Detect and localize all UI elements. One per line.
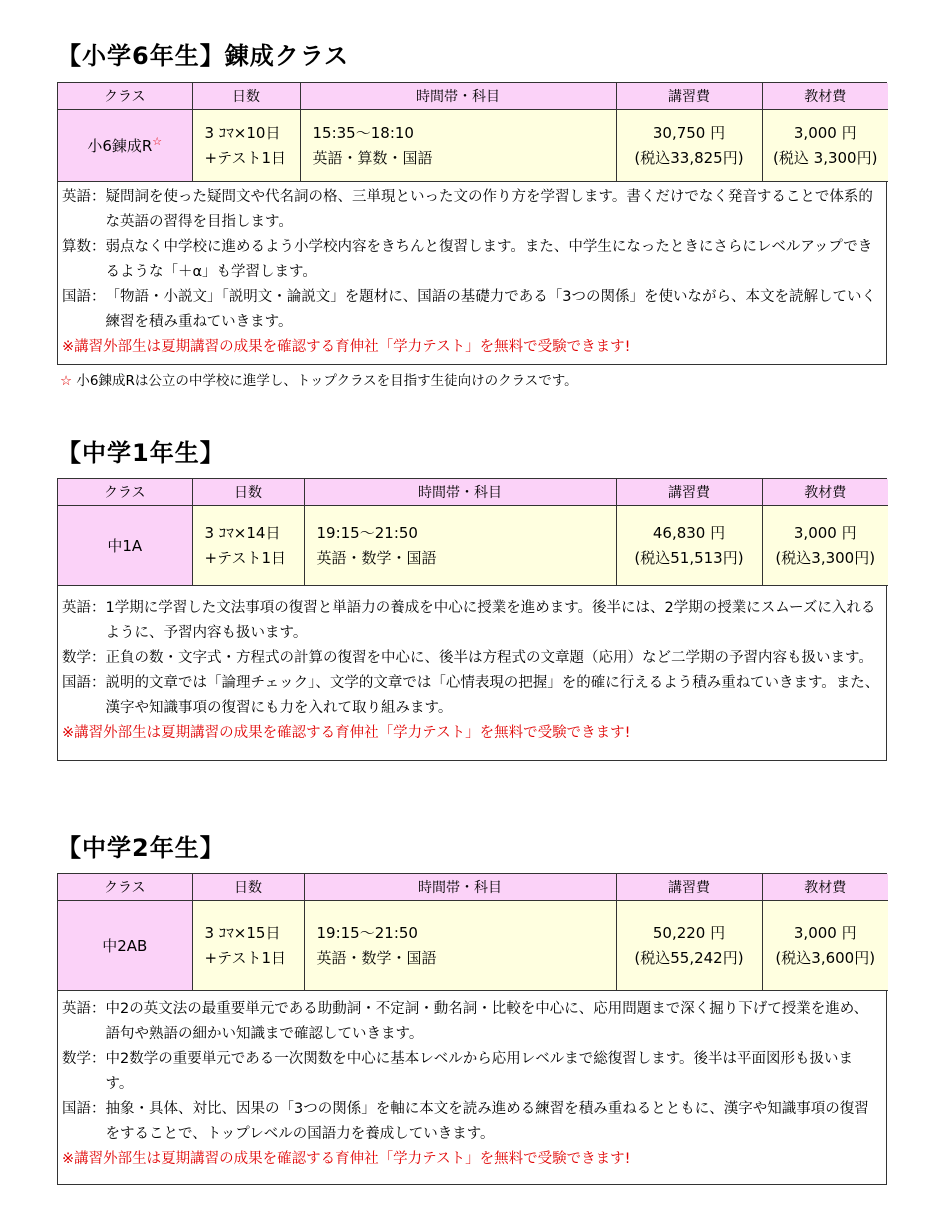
fee-cell (616, 506, 762, 586)
header-materials: 教材費 (762, 479, 888, 506)
description-math (62, 235, 880, 285)
header-class: クラス (58, 83, 192, 110)
days-line1: 3 ｺﾏ×15日 (204, 923, 281, 942)
course-box (57, 873, 887, 1185)
fee-table (58, 479, 888, 586)
days-cell (192, 110, 300, 182)
table-header-row (58, 83, 888, 110)
description-label: 英語： (62, 1001, 106, 1017)
description-text: 「物語・小説文」「説明文・論説文」を題材に、国語の基礎力である「3つの関係」を使いながら、本文を読解していく練習を積み重ねていきます。 (105, 289, 876, 330)
course-description (58, 586, 886, 760)
materials-amount: 3,000 円 (793, 923, 857, 942)
days-line2: +テスト1日 (204, 148, 287, 167)
course-box (57, 478, 887, 761)
time-range: 19:15～21:50 (316, 923, 418, 942)
course-description (58, 991, 886, 1184)
external-student-note: ※講習外部生は夏期講習の成果を確認する育伸社「学力テスト」を無料で受験できます! (62, 1151, 631, 1167)
description-text: 説明的文章では「論理チェック」、文学的文章では「心情表現の把握」を的確に行えるよう積み重ねていきます。また、漢字や知識事項の復習にも力を入れて取り組みます。 (105, 675, 880, 716)
table-row (58, 110, 888, 182)
time-cell (304, 506, 616, 586)
class-name: 中1A (107, 537, 143, 555)
description-label: 算数： (62, 239, 106, 255)
external-student-note: ※講習外部生は夏期講習の成果を確認する育伸社「学力テスト」を無料で受験できます! (62, 725, 631, 741)
description-label: 数学： (62, 650, 106, 666)
description-text: 1学期に学習した文法事項の復習と単語力の養成を中心に授業を進めます。後半には、2学期の授業にスムーズに入れるように、予習内容も扱います。 (105, 600, 876, 641)
materials-cell (762, 901, 888, 991)
fee-cell (616, 110, 762, 182)
materials-tax: (税込3,600円) (775, 948, 876, 967)
description-text: 弱点なく中学校に進めるよう小学校内容をきちんと復習します。また、中学生になったときにさらにレベルアップできるような「＋α」も学習します。 (105, 239, 873, 280)
description-text: 中2数学の重要単元である一次関数を中心に基本レベルから応用レベルまで総復習します。後半は平面図形も扱います。 (105, 1051, 854, 1092)
description-japanese (62, 285, 880, 335)
external-student-note: ※講習外部生は夏期講習の成果を確認する育伸社「学力テスト」を無料で受験できます! (62, 339, 631, 355)
description-math (62, 1047, 880, 1097)
time-cell (304, 901, 616, 991)
table-header-row (58, 874, 888, 901)
description-english (62, 997, 880, 1047)
days-line1: 3 ｺﾏ×10日 (204, 123, 281, 142)
materials-amount: 3,000 円 (793, 523, 857, 542)
description-label: 国語： (62, 675, 106, 691)
course-description (58, 182, 886, 364)
fee-amount: 46,830 円 (652, 523, 726, 542)
materials-tax: (税込 3,300円) (773, 148, 878, 167)
description-japanese (62, 671, 880, 721)
header-fee: 講習費 (616, 874, 762, 901)
header-class: クラス (58, 479, 192, 506)
fee-tax: (税込33,825円) (634, 148, 744, 167)
fee-tax: (税込51,513円) (634, 548, 744, 567)
time-range: 15:35～18:10 (312, 123, 414, 142)
fee-amount: 50,220 円 (652, 923, 726, 942)
table-header-row (58, 479, 888, 506)
fee-table (58, 83, 888, 182)
header-time: 時間帯・科目 (304, 479, 616, 506)
section-title: 【中学2年生】 (57, 834, 225, 862)
header-days: 日数 (192, 83, 300, 110)
class-name-cell (58, 901, 192, 991)
class-name-cell (58, 110, 192, 182)
header-days: 日数 (192, 874, 304, 901)
description-label: 数学： (62, 1051, 106, 1067)
description-text: 中2の英文法の最重要単元である助動詞・不定詞・動名詞・比較を中心に、応用問題まで深く掘り下げて授業を進め、語句や熟語の細かい知識まで確認していきます。 (105, 1001, 869, 1042)
star-icon: ☆ (60, 373, 73, 389)
days-line1: 3 ｺﾏ×14日 (204, 523, 281, 542)
header-materials: 教材費 (762, 874, 888, 901)
time-range: 19:15～21:50 (316, 523, 418, 542)
course-box (57, 82, 887, 365)
materials-cell (762, 506, 888, 586)
class-name-cell (58, 506, 192, 586)
subjects: 英語・数学・国語 (316, 548, 437, 567)
materials-tax: (税込3,300円) (775, 548, 876, 567)
subjects: 英語・数学・国語 (316, 948, 437, 967)
description-label: 国語： (62, 289, 106, 305)
header-fee: 講習費 (616, 479, 762, 506)
header-days: 日数 (192, 479, 304, 506)
time-cell (300, 110, 616, 182)
description-text: 疑問詞を使った疑問文や代名詞の格、三単現といった文の作り方を学習します。書くだけでなく発音することで体系的な英語の習得を目指します。 (105, 189, 873, 230)
header-time: 時間帯・科目 (300, 83, 616, 110)
days-line2: +テスト1日 (204, 548, 287, 567)
description-label: 国語： (62, 1101, 106, 1117)
header-time: 時間帯・科目 (304, 874, 616, 901)
description-label: 英語： (62, 600, 106, 616)
section-title: 【小学6年生】錬成クラス (57, 42, 349, 70)
description-text: 正負の数・文字式・方程式の計算の復習を中心に、後半は方程式の文章題（応用）など二学期の予習内容も扱います。 (105, 650, 873, 666)
class-name: 中2AB (102, 937, 148, 955)
header-fee: 講習費 (616, 83, 762, 110)
description-text: 抽象・具体、対比、因果の「3つの関係」を軸に本文を読み進める練習を積み重ねるとともに、漢字や知識事項の復習をすることで、トップレベルの国語力を養成していきます。 (105, 1101, 869, 1142)
fee-table (58, 874, 888, 991)
footnote-text: 小6錬成Rは公立の中学校に進学し、トップクラスを目指す生徒向けのクラスです。 (76, 373, 578, 389)
materials-cell (762, 110, 888, 182)
days-line2: +テスト1日 (204, 948, 287, 967)
materials-amount: 3,000 円 (793, 123, 857, 142)
fee-amount: 30,750 円 (652, 123, 726, 142)
description-label: 英語： (62, 189, 106, 205)
table-row (58, 901, 888, 991)
fee-cell (616, 901, 762, 991)
header-materials: 教材費 (762, 83, 888, 110)
description-japanese (62, 1097, 880, 1147)
fee-tax: (税込55,242円) (634, 948, 744, 967)
star-icon: ☆ (152, 135, 163, 148)
class-name: 小6錬成R (87, 137, 153, 155)
description-math (62, 646, 880, 671)
table-row (58, 506, 888, 586)
footnote (60, 369, 578, 389)
section-title: 【中学1年生】 (57, 439, 225, 467)
days-cell (192, 506, 304, 586)
days-cell (192, 901, 304, 991)
description-english (62, 185, 880, 235)
header-class: クラス (58, 874, 192, 901)
description-english (62, 596, 880, 646)
subjects: 英語・算数・国語 (312, 148, 433, 167)
